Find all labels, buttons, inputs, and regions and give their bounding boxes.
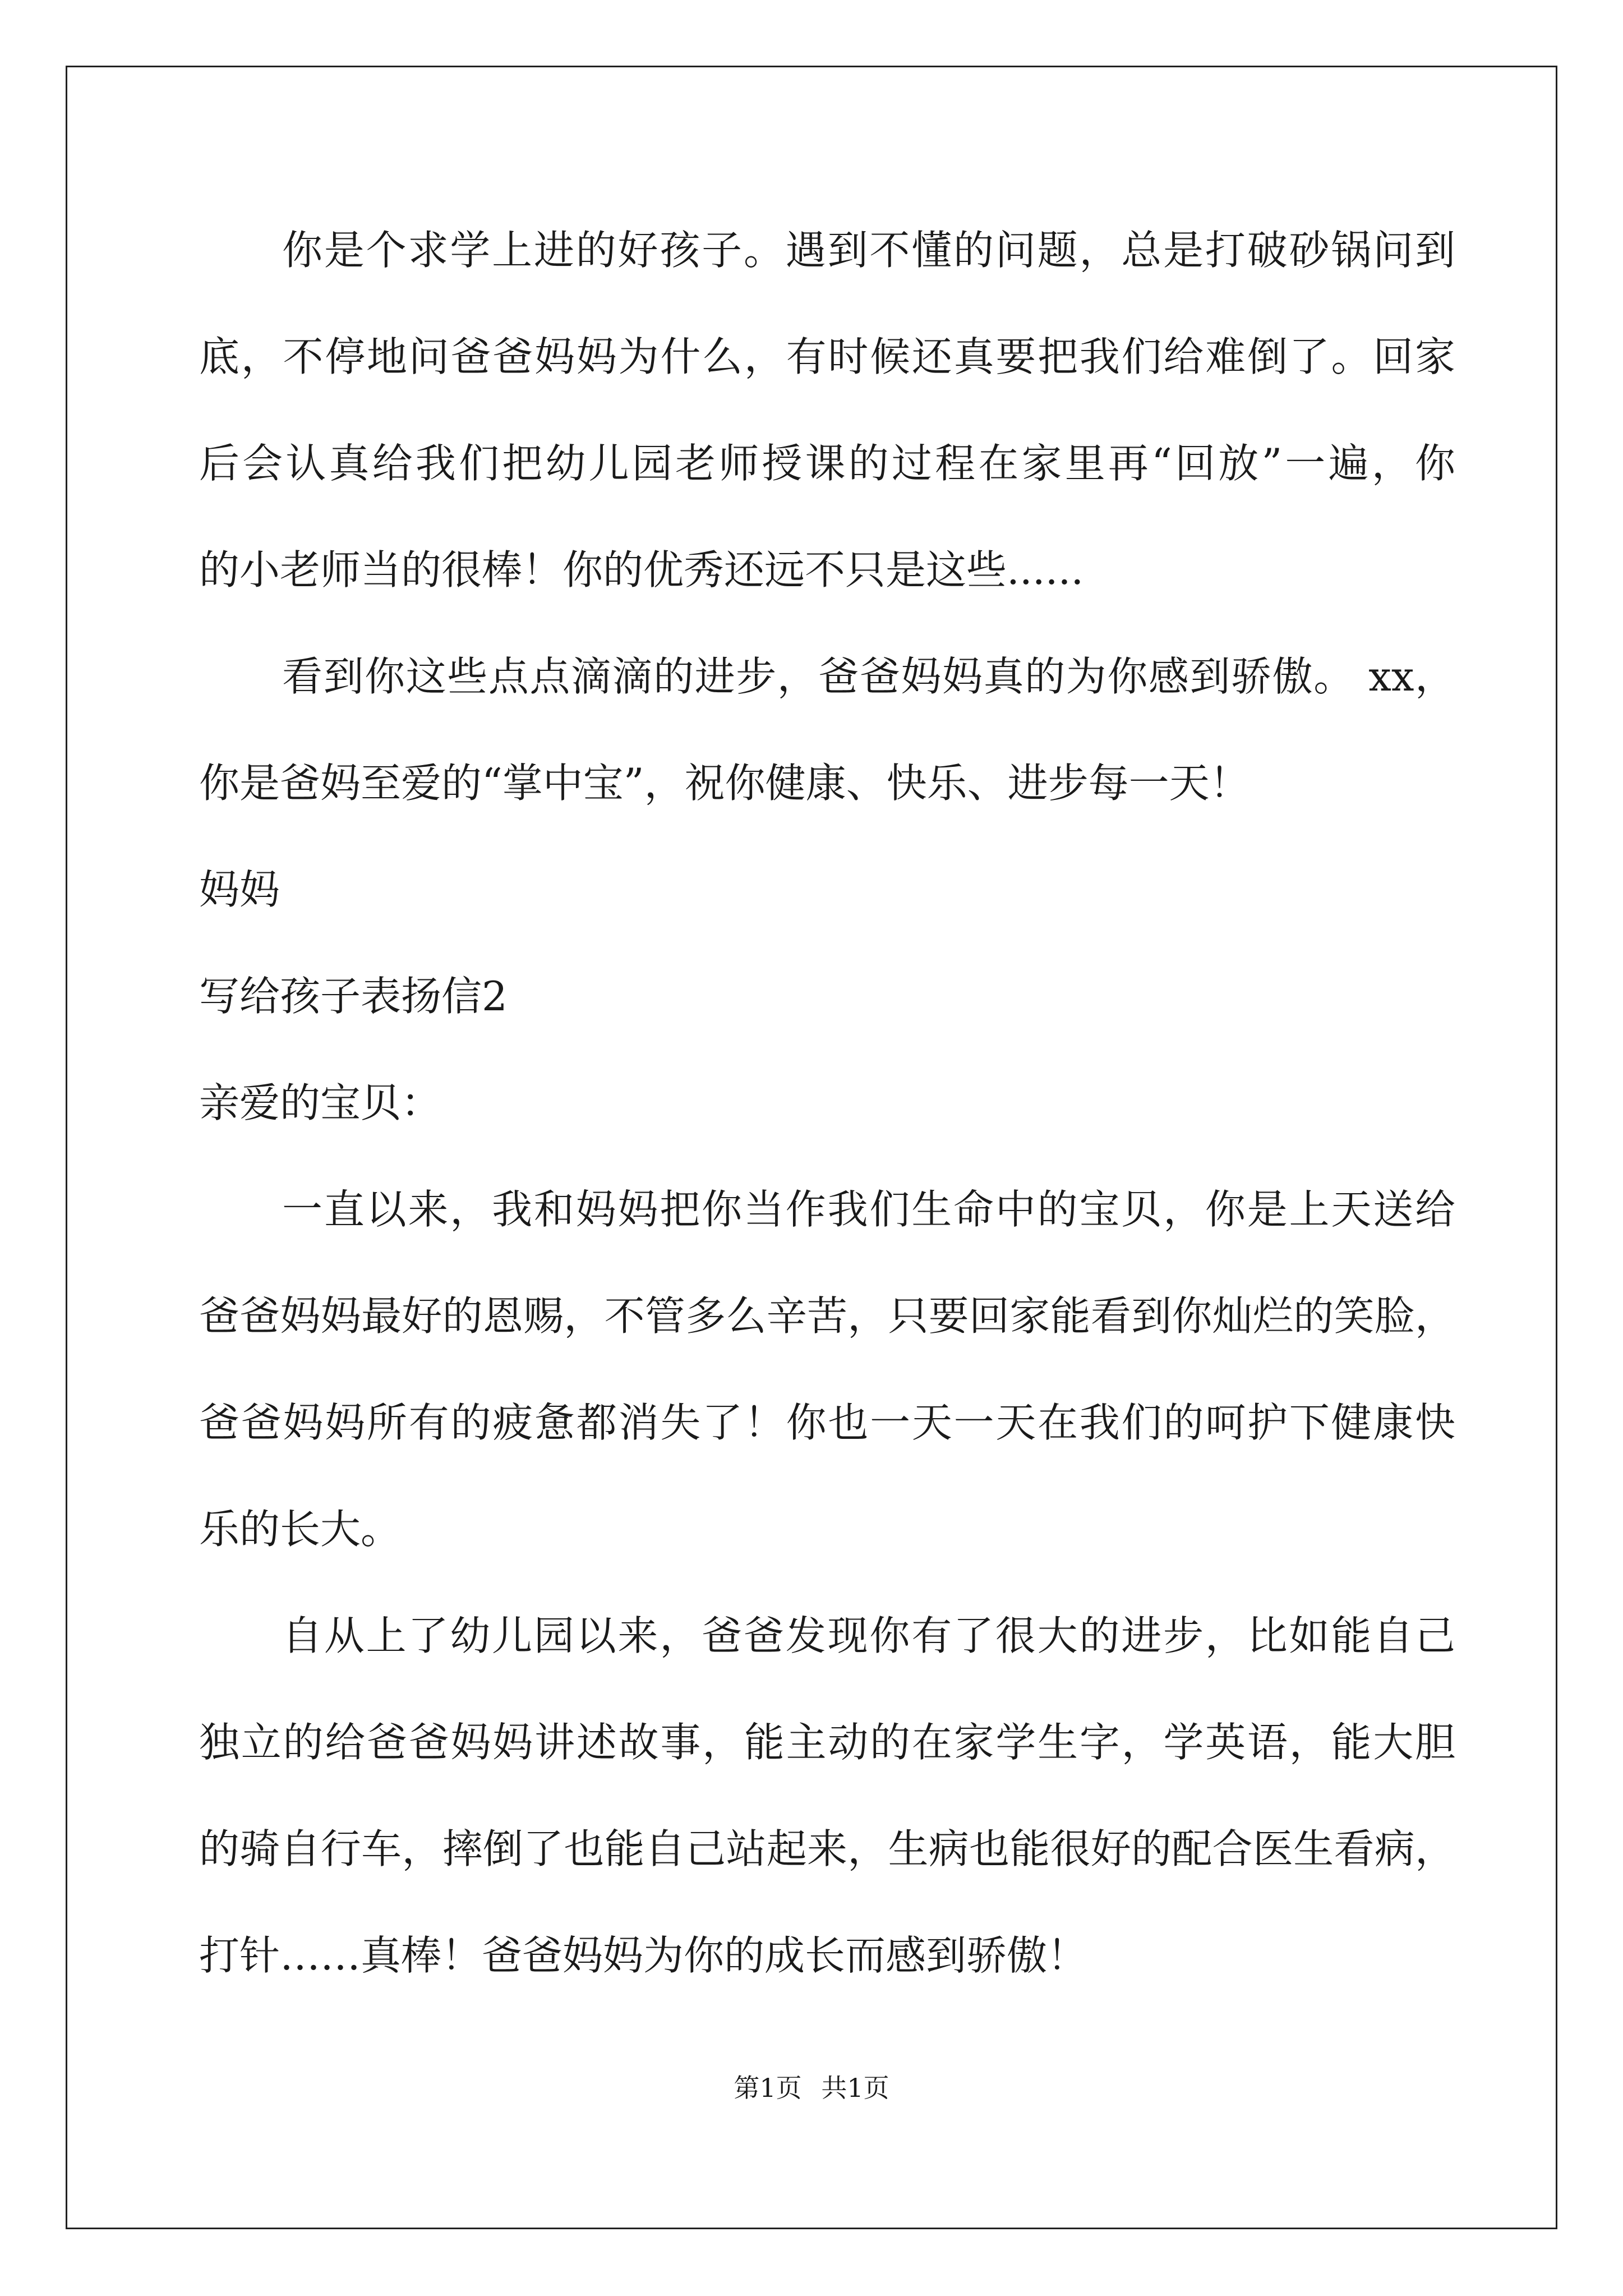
page-footer: [0, 2071, 1623, 2105]
paragraph-line: 的小老师当的很棒！你的优秀还远不只是这些......: [199, 546, 1084, 593]
paragraph-line: 的骑自行车，摔倒了也能自己站起来，生病也能很好的配合医生看病，: [199, 1825, 1455, 1872]
page-number-current: 第1页: [734, 2073, 802, 2103]
paragraph-line: 底，不停地问爸爸妈妈为什么，有时候还真要把我们给难倒了。回家: [199, 333, 1455, 380]
page-frame: [66, 66, 1557, 2229]
section-title: 写给孩子表扬信2: [199, 973, 508, 1020]
paragraph-line: 打针……真棒！爸爸妈妈为你的成长而感到骄傲！: [199, 1932, 1088, 1979]
paragraph-line: 乐的长大。: [199, 1506, 402, 1553]
paragraph-line: 独立的给爸爸妈妈讲述故事，能主动的在家学生字，学英语，能大胆: [199, 1719, 1455, 1766]
paragraph-line: 你是个求学上进的好孩子。遇到不懂的问题，总是打破砂锅问到: [282, 227, 1455, 274]
paragraph-line: 爸爸妈妈最好的恩赐，不管多么辛苦，只要回家能看到你灿烂的笑脸，: [199, 1292, 1455, 1340]
paragraph-line: 你是爸妈至爱的“掌中宝”，祝你健康、快乐、进步每一天！: [199, 760, 1250, 807]
paragraph-line: 看到你这些点点滴滴的进步，爸爸妈妈真的为你感到骄傲。 xx，: [282, 653, 1455, 700]
paragraph-line: 爸爸妈妈所有的疲惫都消失了！你也一天一天在我们的呵护下健康快: [199, 1399, 1455, 1446]
paragraph-line: 自从上了幼儿园以来，爸爸发现你有了很大的进步，比如能自己: [282, 1612, 1455, 1659]
signature-line: 妈妈: [199, 866, 280, 913]
paragraph-line: 后会认真给我们把幼儿园老师授课的过程在家里再“回放”一遍，你: [199, 440, 1455, 487]
paragraph-line: 一直以来，我和妈妈把你当作我们生命中的宝贝，你是上天送给: [282, 1186, 1455, 1233]
page-number-total: 共1页: [821, 2073, 889, 2103]
salutation: 亲爱的宝贝：: [199, 1079, 442, 1126]
